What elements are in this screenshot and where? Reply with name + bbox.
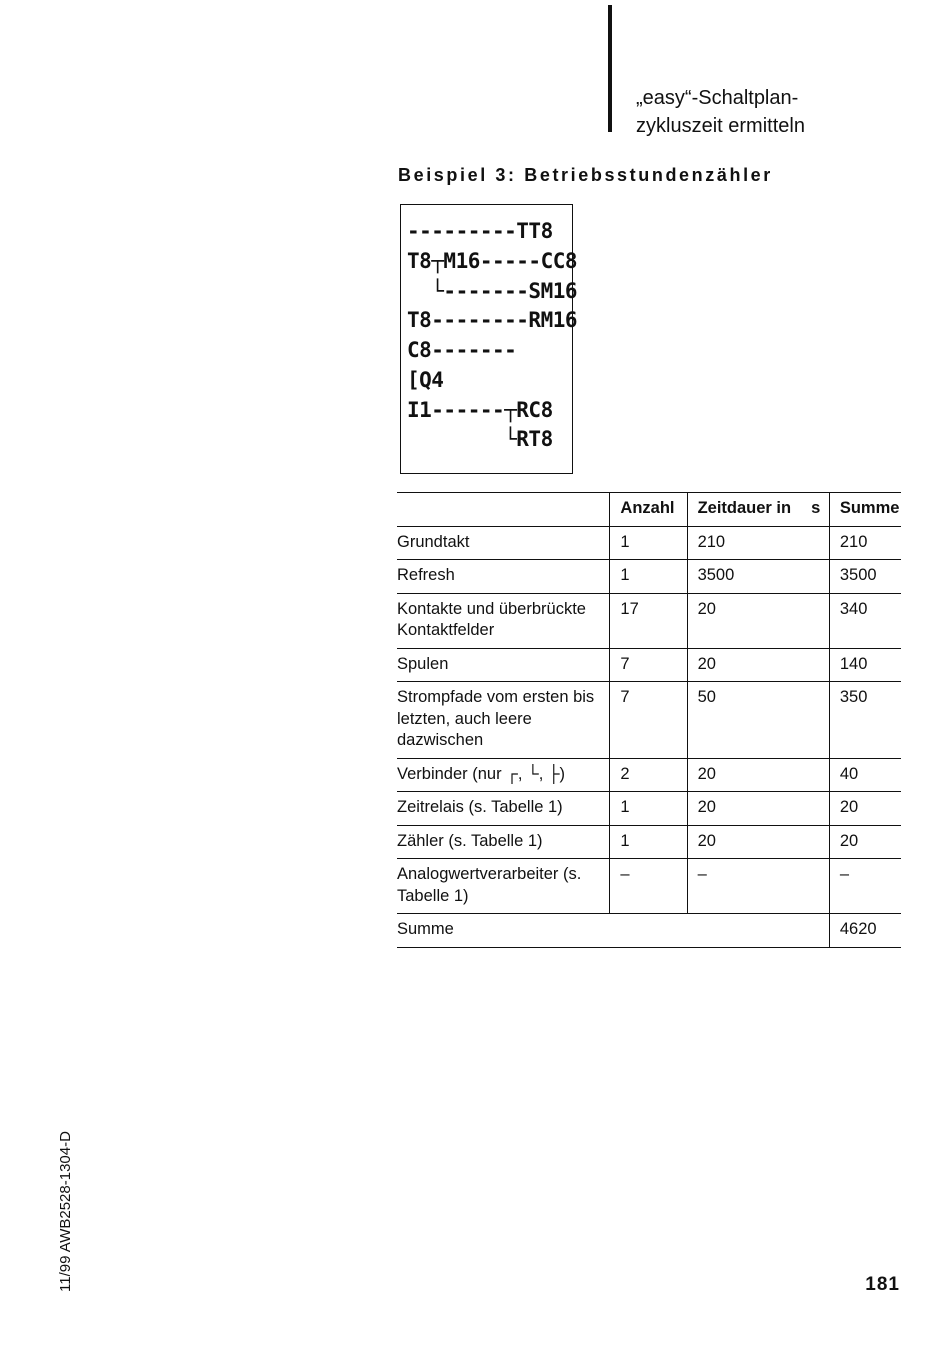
row-duration: 20 — [687, 825, 829, 859]
row-duration: 20 — [687, 648, 829, 682]
row-duration: 3500 — [687, 560, 829, 594]
row-count: 17 — [610, 593, 687, 648]
header-line-2: zykluszeit ermitteln — [636, 115, 805, 137]
total-sum: 4620 — [829, 914, 901, 948]
document-code: 11/99 AWB2528-1304-D — [57, 1131, 74, 1292]
row-sum: 3500 — [829, 560, 901, 594]
total-label: Summe — [397, 914, 829, 948]
row-sum: – — [829, 859, 901, 914]
header-count: Anzahl — [610, 493, 687, 527]
diagram-line: └RT8 — [407, 427, 553, 451]
row-label: Verbinder (nur ┌, └, ├) — [397, 758, 610, 792]
row-duration: 50 — [687, 682, 829, 759]
diagram-line: [Q4 — [407, 368, 444, 392]
row-sum: 20 — [829, 825, 901, 859]
header-divider — [608, 5, 612, 132]
table-total-row — [397, 914, 901, 948]
header-duration-unit: s — [811, 499, 821, 517]
row-duration: 20 — [687, 792, 829, 826]
row-label: Spulen — [397, 648, 610, 682]
row-count: 7 — [610, 682, 687, 759]
row-sum: 140 — [829, 648, 901, 682]
cycle-time-table — [397, 492, 901, 948]
diagram-line: T8┬M16-----CC8 — [407, 249, 578, 273]
row-label: Zeitrelais (s. Tabelle 1) — [397, 792, 610, 826]
table-row — [397, 825, 901, 859]
row-count: 1 — [610, 560, 687, 594]
row-sum: 40 — [829, 758, 901, 792]
row-label: Refresh — [397, 560, 610, 594]
row-count: 2 — [610, 758, 687, 792]
circuit-diagram-display — [400, 204, 578, 474]
row-duration: 20 — [687, 593, 829, 648]
row-count: 1 — [610, 526, 687, 560]
row-sum: 350 — [829, 682, 901, 759]
diagram-line: └-------SM16 — [407, 279, 578, 303]
table-row — [397, 758, 901, 792]
row-label: Strompfade vom ersten bis letzten, auch leere dazwischen — [397, 682, 610, 759]
table-row — [397, 682, 901, 759]
row-duration: – — [687, 859, 829, 914]
row-label: Grundtakt — [397, 526, 610, 560]
row-count: 7 — [610, 648, 687, 682]
table-row — [397, 526, 901, 560]
row-sum: 340 — [829, 593, 901, 648]
row-count: 1 — [610, 825, 687, 859]
table-row — [397, 560, 901, 594]
diagram-line: ---------TT8 — [407, 219, 553, 243]
row-count: – — [610, 859, 687, 914]
diagram-line: C8------- — [407, 338, 517, 362]
row-duration: 210 — [687, 526, 829, 560]
row-count: 1 — [610, 792, 687, 826]
row-sum: 20 — [829, 792, 901, 826]
table-row — [397, 859, 901, 914]
row-label: Zähler (s. Tabelle 1) — [397, 825, 610, 859]
row-label: Analogwertverarbeiter (s. Tabelle 1) — [397, 859, 610, 914]
page-number: 181 — [865, 1274, 900, 1295]
section-title: Beispiel 3: Betriebsstundenzähler — [398, 165, 773, 185]
page-header — [636, 84, 805, 140]
table-row — [397, 593, 901, 648]
header-duration-label: Zeitdauer in — [697, 499, 792, 517]
header-label — [397, 493, 610, 527]
row-sum: 210 — [829, 526, 901, 560]
row-label: Kontakte und überbrückte Kontaktfelder — [397, 593, 610, 648]
row-duration: 20 — [687, 758, 829, 792]
diagram-line: I1------┬RC8 — [407, 398, 553, 422]
table-header-row — [397, 493, 901, 527]
header-duration — [687, 493, 829, 527]
diagram-line: T8--------RM16 — [407, 308, 578, 332]
table-row — [397, 648, 901, 682]
header-line-1: „easy“-Schaltplan- — [636, 87, 799, 109]
header-sum: Summe — [829, 493, 901, 527]
table-row — [397, 792, 901, 826]
